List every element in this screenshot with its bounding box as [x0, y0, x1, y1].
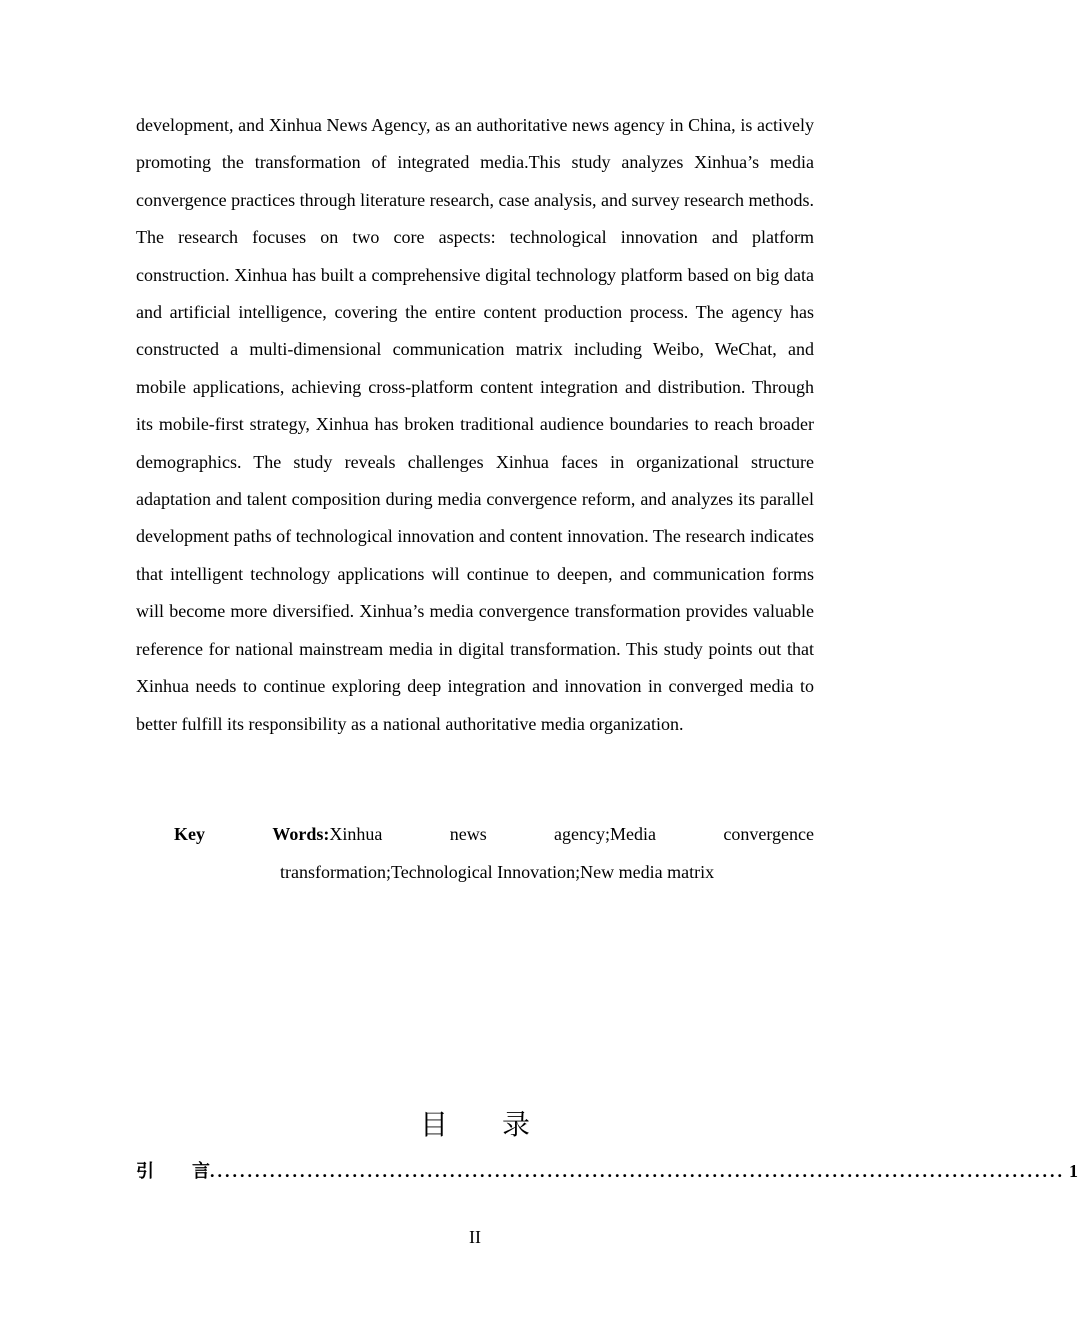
keyword-agency-media: agency;Media [554, 824, 656, 844]
keyword-xinhua: Xinhua [329, 824, 383, 844]
keywords-line-1 [174, 815, 814, 853]
page-number: II [469, 1227, 481, 1247]
keyword-convergence: convergence [723, 824, 814, 844]
toc-entry-label-last: 言 [192, 1161, 210, 1182]
keywords-line-2: transformation;Technological Innovation;New media matrix [280, 862, 715, 882]
toc-entry-introduction[interactable] [136, 1158, 1078, 1185]
abstract-body: development, and Xinhua News Agency, as an authoritative news agency in China, is actively promoting the transformation of integrated media.This study analyzes Xinhua’s media convergence practices through literature research, case analysis, and survey research methods. The research focuses on two core aspects: technological innovation and platform construction. Xinhua has built a comprehensive digital technology platform based on big data and artificial intelligence, covering the entire content production process. The agency has constructed a multi-dimensional communication matrix including Weibo, WeChat, and mobile applications, achieving cross-platform content integration and distribution. Through its mobile-first strategy, Xinhua has broken traditional audience boundaries to reach broader demographics. The study reveals challenges Xinhua faces in organizational structure adaptation and talent composition during media convergence reform, and analyzes its parallel development paths of technological innovation and content innovation. The research indicates that intelligent technology applications will continue to deepen, and communication forms will become more diversified. Xinhua’s media convergence transformation provides valuable reference for national mainstream media in digital transformation. This study points out that Xinhua needs to continue exploring deep integration and innovation in converged media to better fulfill its responsibility as a national authoritative media organization. [136, 115, 814, 734]
toc-title: 目录 [419, 1108, 584, 1141]
toc-entry-label-first: 引 [136, 1161, 192, 1182]
toc-dot-leader: .................................................................................................................. [210, 1161, 1065, 1181]
keywords-label-words: Words: [272, 824, 330, 844]
keywords-item [272, 815, 382, 853]
keywords-label-key: Key [174, 824, 205, 844]
keyword-news: news [449, 824, 487, 844]
toc-entry-page-number: 1 [1069, 1161, 1078, 1181]
keywords-block [174, 815, 814, 891]
